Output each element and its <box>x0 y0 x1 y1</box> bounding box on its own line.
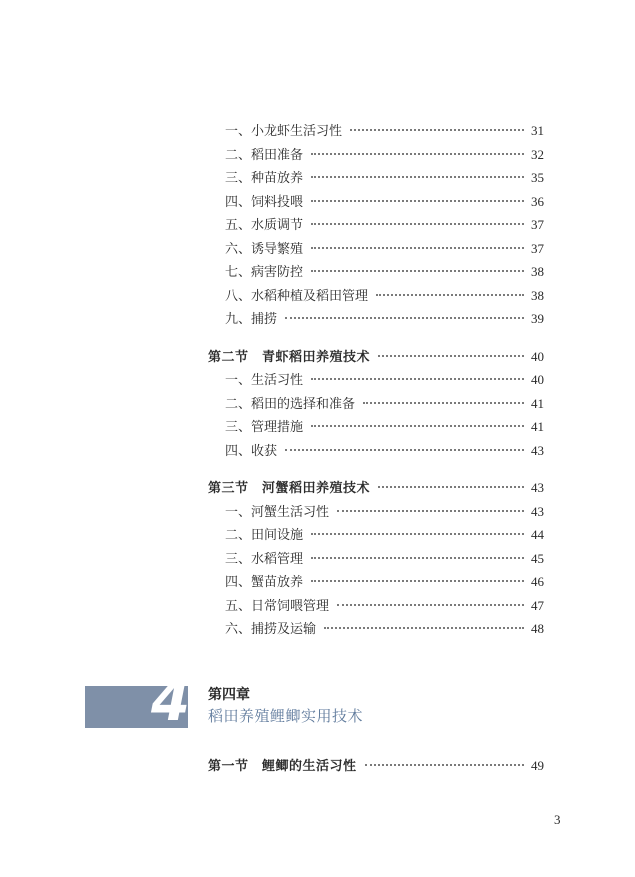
toc-entry[interactable] <box>208 119 544 143</box>
dot-leader <box>285 448 524 451</box>
chapter-number-label: 第四章 <box>208 687 250 703</box>
toc-section-page: 49 <box>531 758 544 773</box>
toc-entry-label: 四、蟹苗放养 <box>225 575 304 590</box>
toc-entry[interactable] <box>208 439 544 463</box>
toc-entry[interactable] <box>208 190 544 214</box>
toc-entry-label: 九、捕捞 <box>225 312 278 327</box>
toc-section-ch4-1[interactable] <box>208 754 544 778</box>
toc-entry[interactable] <box>208 570 544 594</box>
toc-entry-page: 43 <box>531 503 544 519</box>
toc-entry[interactable] <box>208 237 544 261</box>
chapter-title: 稻田养殖鲤鲫实用技术 <box>208 707 364 725</box>
toc-entry[interactable] <box>208 594 544 618</box>
dot-leader <box>324 626 524 629</box>
dot-leader <box>311 152 524 155</box>
toc-entry[interactable] <box>208 260 544 284</box>
toc-entry-page: 43 <box>531 442 544 458</box>
toc-entry-label: 五、日常饲喂管理 <box>225 598 330 614</box>
toc-entry-label: 四、收获 <box>225 443 278 459</box>
toc-section-page: 40 <box>531 348 544 364</box>
toc-section-label: 第三节 河蟹稻田养殖技术 <box>208 481 371 496</box>
toc-section-2[interactable] <box>208 345 544 369</box>
dot-leader <box>311 175 524 178</box>
toc-entry-page: 32 <box>531 146 544 162</box>
toc-entry[interactable] <box>208 392 544 416</box>
toc-entry-label: 二、稻田准备 <box>225 147 304 163</box>
section-gap <box>208 331 544 345</box>
toc-entry-page: 48 <box>531 621 544 636</box>
toc-entry-page: 47 <box>531 597 544 613</box>
toc-entry-label: 八、水稻种植及稻田管理 <box>225 288 369 304</box>
toc-entry-label: 六、诱导繁殖 <box>225 241 304 257</box>
dot-leader <box>311 579 524 582</box>
toc-entry[interactable] <box>208 368 544 392</box>
dot-leader <box>311 222 524 225</box>
toc-entry-label: 一、河蟹生活习性 <box>225 504 330 520</box>
toc-entry-label: 一、生活习性 <box>225 373 304 388</box>
toc-entry[interactable] <box>208 415 544 439</box>
toc-entry-label: 三、种苗放养 <box>225 171 304 186</box>
dot-leader <box>365 763 524 766</box>
toc-entry-label: 七、病害防控 <box>225 265 304 280</box>
section-gap <box>208 462 544 476</box>
toc-entry-page: 37 <box>531 217 544 232</box>
toc-section-3[interactable] <box>208 476 544 500</box>
dot-leader <box>350 128 524 131</box>
toc-entry-label: 一、小龙虾生活习性 <box>225 124 343 139</box>
toc-entry[interactable] <box>208 307 544 331</box>
toc-entry-label: 二、稻田的选择和准备 <box>225 396 356 412</box>
dot-leader <box>285 316 524 319</box>
dot-leader <box>311 424 524 427</box>
dot-leader <box>363 401 524 404</box>
toc-section-page: 43 <box>531 480 544 495</box>
toc-entry-page: 45 <box>531 550 544 566</box>
page-number: 3 <box>554 812 561 827</box>
toc-entry[interactable] <box>208 547 544 571</box>
dot-leader <box>311 199 524 202</box>
toc-entry-page: 46 <box>531 574 544 589</box>
toc-entry-page: 41 <box>531 419 544 434</box>
dot-leader <box>311 377 524 380</box>
toc-entry-page: 39 <box>531 311 544 326</box>
toc-entry[interactable] <box>208 143 544 167</box>
toc-entry-label: 四、饲料投喂 <box>225 194 304 210</box>
toc-entry-label: 六、捕捞及运输 <box>225 622 317 637</box>
toc-entry-label: 二、田间设施 <box>225 528 304 543</box>
toc-entry[interactable] <box>208 617 544 641</box>
toc-entry-page: 38 <box>531 287 544 303</box>
dot-leader <box>378 485 524 488</box>
toc-entry[interactable] <box>208 500 544 524</box>
toc-entry-page: 41 <box>531 395 544 411</box>
dot-leader <box>311 246 524 249</box>
chapter-heading[interactable] <box>208 686 363 728</box>
toc-section-label: 第二节 青虾稻田养殖技术 <box>208 349 371 365</box>
toc-entry[interactable] <box>208 213 544 237</box>
toc-entry-page: 40 <box>531 372 544 387</box>
dot-leader <box>311 269 524 272</box>
dot-leader <box>376 293 524 296</box>
toc-entry[interactable] <box>208 523 544 547</box>
chapter4-toc <box>208 754 544 778</box>
toc-entry-label: 三、管理措施 <box>225 420 304 435</box>
dot-leader <box>337 603 524 606</box>
toc-entry-page: 38 <box>531 264 544 279</box>
toc-entry-page: 31 <box>531 123 544 138</box>
toc-section-label: 第一节 鲤鲫的生活习性 <box>208 759 357 774</box>
toc-entry-label: 五、水质调节 <box>225 218 304 233</box>
toc-entry[interactable] <box>208 284 544 308</box>
toc-entry-page: 36 <box>531 193 544 209</box>
dot-leader <box>311 556 524 559</box>
chapter-number-graphic: 4 <box>151 669 190 734</box>
dot-leader <box>311 532 524 535</box>
dot-leader <box>378 354 524 357</box>
toc-entry-label: 三、水稻管理 <box>225 551 304 567</box>
toc-entry-page: 44 <box>531 527 544 542</box>
toc-entry-page: 35 <box>531 170 544 185</box>
table-of-contents <box>208 119 544 641</box>
dot-leader <box>337 509 524 512</box>
toc-entry-page: 37 <box>531 240 544 256</box>
toc-entry[interactable] <box>208 166 544 190</box>
